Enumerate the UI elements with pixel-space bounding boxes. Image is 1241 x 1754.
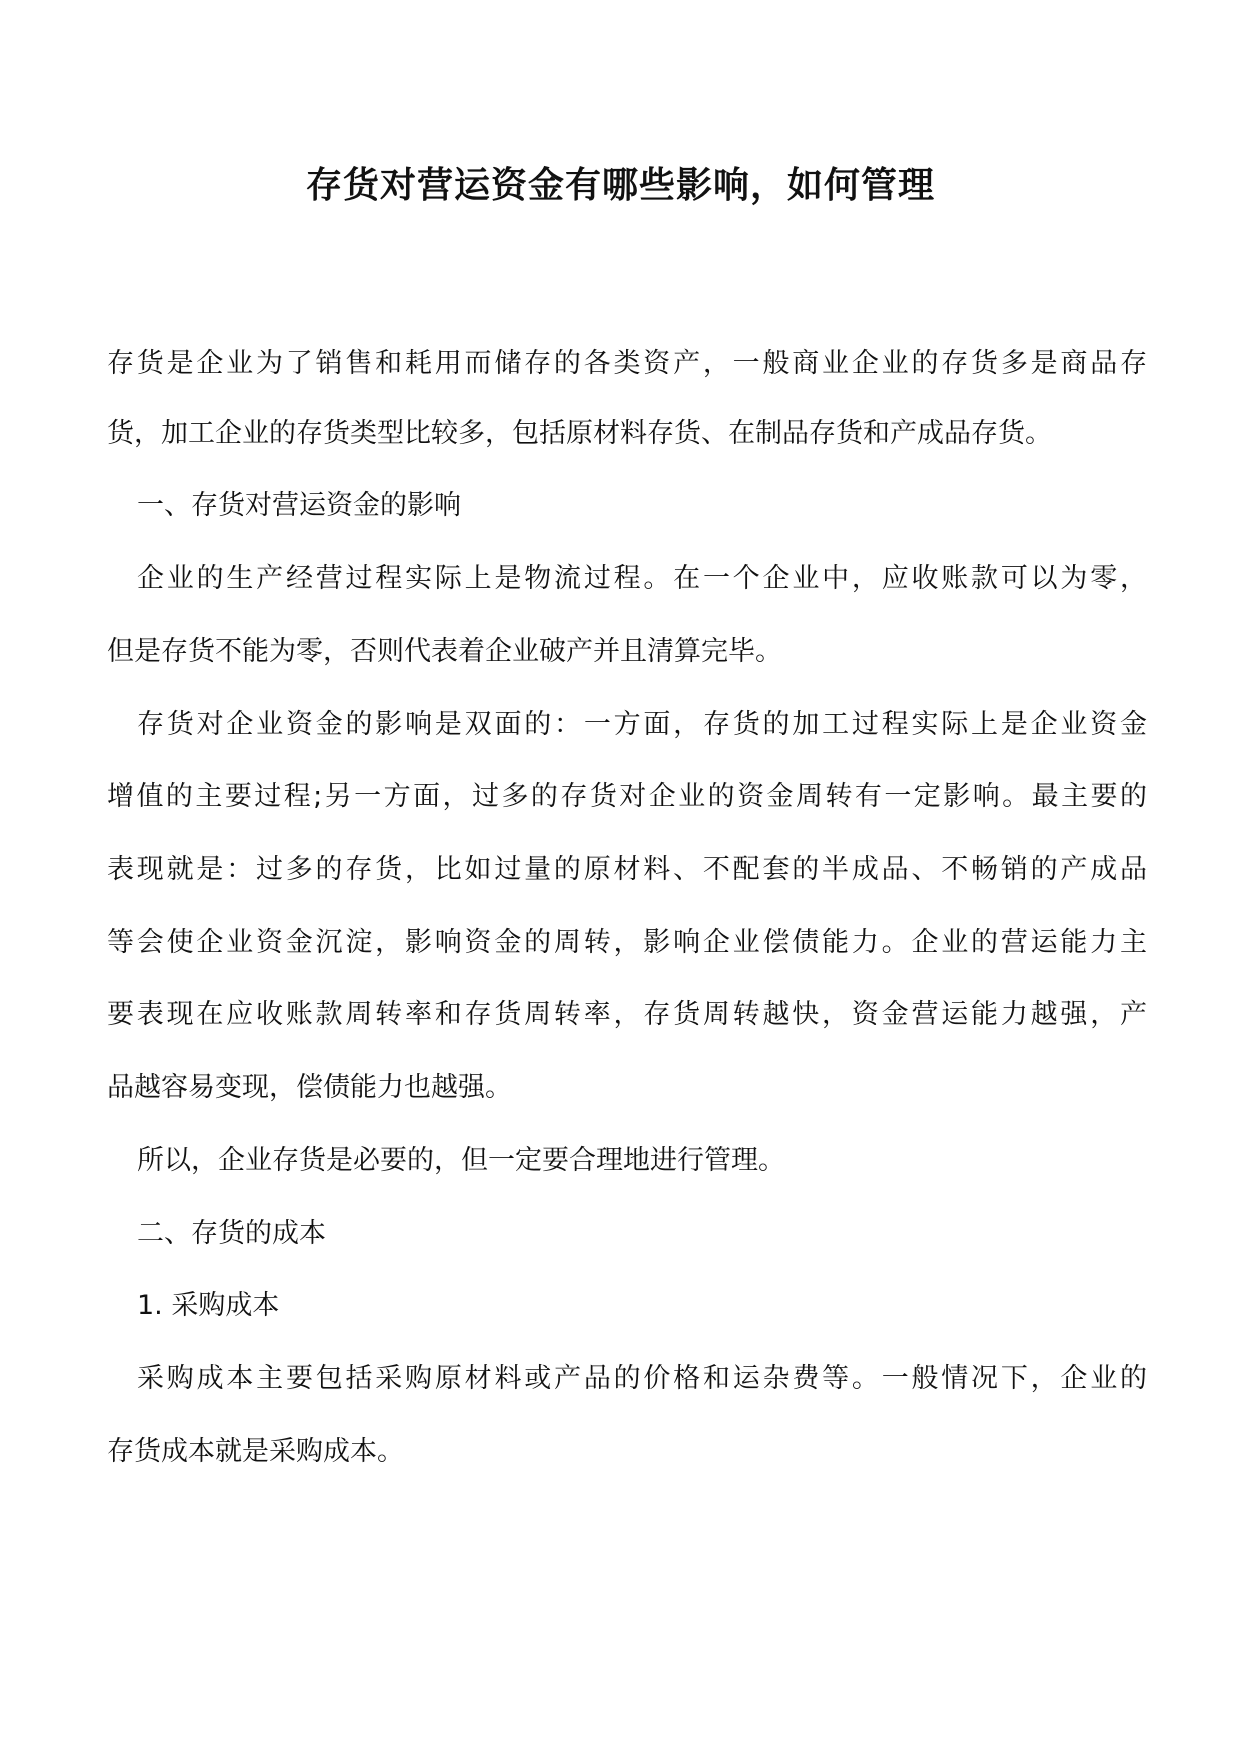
paragraph-2-line-2: 但是存货不能为零，否则代表着企业破产并且清算完毕。: [107, 636, 782, 667]
paragraph-3-line-3: 表现就是：过多的存货，比如过量的原材料、不配套的半成品、不畅销的产成品: [107, 854, 1147, 885]
paragraph-3-line-4: 等会使企业资金沉淀，影响资金的周转，影响企业偿债能力。企业的营运能力主: [107, 927, 1147, 958]
paragraph-1-line-2: 货，加工企业的存货类型比较多，包括原材料存货、在制品存货和产成品存货。: [107, 418, 1052, 449]
section-heading-1: 一、存货对营运资金的影响: [137, 490, 461, 521]
paragraph-3-line-2: 增值的主要过程;另一方面，过多的存货对企业的资金周转有一定影响。最主要的: [107, 781, 1147, 812]
section-heading-2: 二、存货的成本: [137, 1218, 326, 1249]
paragraph-3-line-5: 要表现在应收账款周转率和存货周转率，存货周转越快，资金营运能力越强，产: [107, 999, 1147, 1030]
paragraph-1-line-1: 存货是企业为了销售和耗用而储存的各类资产，一般商业企业的存货多是商品存: [107, 348, 1147, 379]
paragraph-3-line-1: 存货对企业资金的影响是双面的：一方面，存货的加工过程实际上是企业资金: [137, 709, 1147, 740]
paragraph-2-line-1: 企业的生产经营过程实际上是物流过程。在一个企业中，应收账款可以为零，: [137, 563, 1147, 594]
paragraph-3-line-6: 品越容易变现，偿债能力也越强。: [107, 1072, 512, 1103]
paragraph-5-line-1: 采购成本主要包括采购原材料或产品的价格和运杂费等。一般情况下，企业的: [137, 1363, 1147, 1394]
paragraph-4: 所以，企业存货是必要的，但一定要合理地进行管理。: [137, 1145, 785, 1176]
subsection-heading-1: 1. 采购成本: [137, 1290, 280, 1321]
paragraph-5-line-2: 存货成本就是采购成本。: [107, 1436, 404, 1467]
document-title: 存货对营运资金有哪些影响，如何管理: [305, 164, 935, 206]
